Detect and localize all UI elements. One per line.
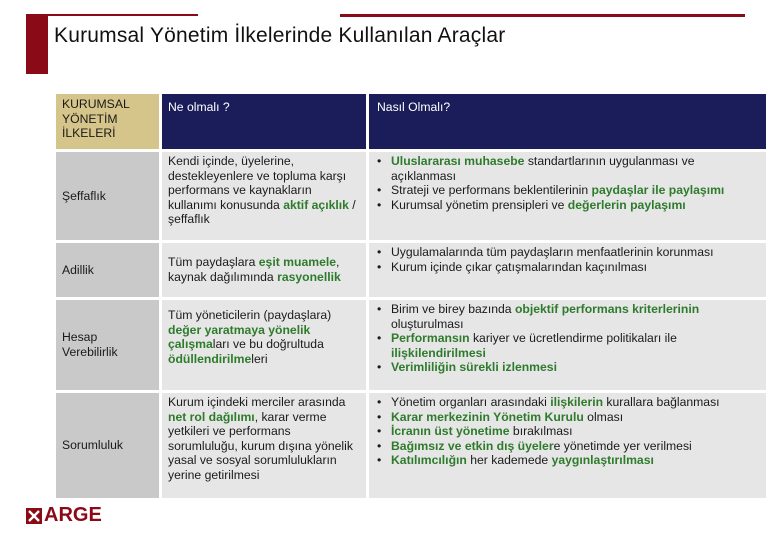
highlight-text: Katılımcılığın	[391, 453, 467, 468]
list-item: • Uluslararası muhasebe standartlarının uygulanması ve açıklanması	[377, 154, 760, 183]
how-list	[377, 154, 760, 212]
highlight-text: eşit muamele	[258, 255, 337, 270]
list-item: • Strateji ve performans beklentilerinin paydaşlar ile paylaşımı	[377, 183, 760, 198]
what-cell	[162, 152, 366, 240]
header-what: Ne olmalı ?	[162, 94, 366, 149]
how-cell	[369, 300, 766, 390]
highlight-text: İcranın üst yönetime	[391, 424, 510, 439]
highlight-text: Bağımsız ve etkin dış üyeler	[391, 438, 554, 453]
table-row	[56, 393, 766, 498]
highlight-text: Uluslararası muhasebe	[391, 154, 525, 168]
highlight-text: Karar merkezinin Yönetim Kurulu	[391, 409, 584, 424]
highlight-text: ödüllendirilme	[168, 351, 252, 366]
highlight-text: değerlerin paylaşımı	[567, 197, 686, 212]
highlight-text: aktif açıklık	[283, 197, 349, 212]
top-rule-right	[340, 14, 745, 17]
what-text: Kurum içindeki merciler arasında net rol dağılımı, karar verme yetkileri ve performans sorumluluğu, kurum dışına yönelik yasal ve sosyal sorumlulukların yerine getirilmesi	[168, 395, 353, 482]
highlight-text: yaygınlaştırılması	[551, 453, 654, 468]
logo-text: ARGE	[44, 504, 102, 526]
list-item: • Uygulamalarında tüm paydaşların menfaatlerinin korunması	[377, 245, 760, 260]
table-row	[56, 300, 766, 390]
highlight-text: rasyonellik	[277, 270, 341, 284]
principle-cell: Sorumluluk	[56, 393, 159, 498]
header-principles: KURUMSAL YÖNETİM İLKELERİ	[56, 94, 159, 149]
table-row	[56, 152, 766, 240]
highlight-text: Verimliliğin sürekli izlenmesi	[391, 360, 557, 375]
what-text: Kendi içinde, üyelerine, destekleyenlere ve topluma karşı performans ve kaynakların kullanımı konusunda aktif açıklık /şeffaflık	[168, 154, 356, 227]
what-cell	[162, 393, 366, 498]
list-item: • Performansın kariyer ve ücretlendirme politikaları ile ilişkilendirilmesi	[377, 331, 760, 360]
how-cell	[369, 243, 766, 297]
highlight-text: değer yaratmaya yönelik çalışma	[168, 322, 311, 352]
list-item: • Kurumsal yönetim prensipleri ve değerlerin paylaşımı	[377, 198, 760, 213]
table-row	[56, 243, 766, 297]
highlight-text: ilişkilendirilmesi	[391, 345, 486, 360]
what-text: Tüm paydaşlara eşit muamele, kaynak dağılımında rasyonellik	[168, 255, 341, 284]
how-list	[377, 395, 760, 468]
page-title: Kurumsal Yönetim İlkelerinde Kullanılan Araçlar	[54, 24, 506, 47]
list-item	[377, 360, 760, 375]
arge-logo-icon	[26, 508, 42, 524]
highlight-text: paydaşlar ile paylaşımı	[591, 183, 725, 198]
how-list	[377, 245, 760, 274]
list-item: • İcranın üst yönetime bırakılması	[377, 424, 760, 439]
what-cell	[162, 300, 366, 390]
header-how: Nasıl Olmalı?	[369, 94, 766, 149]
top-rule-left	[48, 14, 198, 16]
how-cell	[369, 393, 766, 498]
principle-cell: Şeffaflık	[56, 152, 159, 240]
highlight-text: objektif performans kriterlerinin	[514, 302, 700, 316]
how-cell	[369, 152, 766, 240]
principle-cell: Adillik	[56, 243, 159, 297]
list-item: • Katılımcılığın her kademede yaygınlaştırılması	[377, 453, 760, 468]
principle-cell: Hesap Verebilirlik	[56, 300, 159, 390]
how-list	[377, 302, 760, 375]
list-item: • Kurum içinde çıkar çatışmalarından kaçınılması	[377, 260, 760, 275]
arge-logo	[26, 504, 102, 527]
list-item: • Yönetim organları arasındaki ilişkilerin kurallara bağlanması	[377, 395, 760, 410]
principles-table	[56, 94, 766, 498]
what-text: Tüm yöneticilerin (paydaşlara) değer yaratmaya yönelik çalışmaları ve bu doğrultuda ödüllendirilmeleri	[168, 308, 332, 366]
table-header-row	[56, 94, 766, 149]
list-item: • Bağımsız ve etkin dış üyelere yönetimde yer verilmesi	[377, 439, 760, 454]
list-item: • Karar merkezinin Yönetim Kurulu olması	[377, 410, 760, 425]
what-cell	[162, 243, 366, 297]
highlight-text: Performansın	[391, 331, 470, 346]
title-accent-bar	[26, 14, 48, 74]
list-item: • Birim ve birey bazında objektif performans kriterlerinin oluşturulması	[377, 302, 760, 331]
highlight-text: ilişkilerin	[550, 395, 604, 409]
highlight-text: net rol dağılımı	[168, 409, 255, 424]
